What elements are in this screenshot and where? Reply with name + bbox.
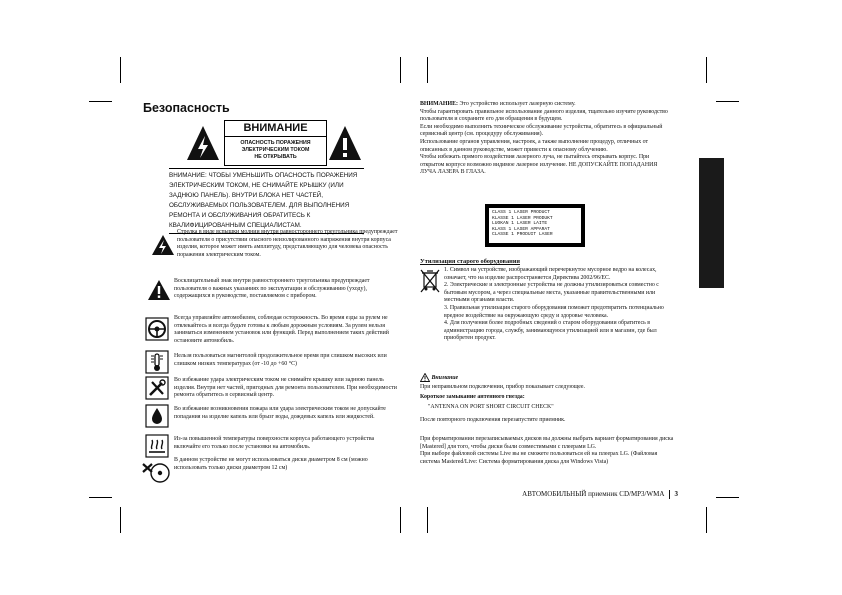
no-small-disc-icon [141,459,171,485]
caution-icon [420,373,430,382]
disposal-list [444,267,674,343]
lightning-triangle-icon [186,124,220,162]
safety-item-text: Нельзя пользоваться магнитолой продолжительное время при слишком высоких или слишком низких температурах (от -10 до +60 °C) [174,353,387,367]
laser-notice: ВНИМАНИЕ: Это устройство использует лазерную систему. Чтобы гарантировать правильное использование данного изделия, тщательно изучите руководство пользователя и сохраните его для обращения в будущем. Если необходимо выполнить техническое обслуживание устройства, обратитесь в официальный сервисный центр (см. процедуру обслуживания). Использование органов управления, настроек, а также выполнение процедур, отличных от описанных в данном руководстве, может привести к опасному облучению. Чтобы избежать прямого воздействия лазерного луча, не пытайтесь открывать корпус. При открытом корпусе возможно видимое лазерное излучение. НЕ ДОПУСКАЙТЕ ПОПАДАНИЯ ЛУЧА ЛАЗЕРА В ГЛАЗА. [420,101,668,176]
safety-item-text: Всегда управляйте автомобилем, соблюдая осторожность. Во время езды за рулем не отвлекайтесь и всегда будьте готовы к любым дорожным условиям. За рулем нельзя заниматься изменением установок или функций. Перед выполнением таких действий остановите автомобиль. [174,315,389,344]
water-drop-icon [145,404,169,428]
exclamation-triangle-icon [328,124,362,162]
section-tab [699,158,724,288]
safety-item-text: Из-за повышенной температуры поверхности корпуса работающего устройства включайте его только после установки на автомобиль. [174,436,375,450]
tools-icon [145,376,169,400]
hot-surface-icon [145,434,169,458]
safety-item-text: Восклицательный знак внутри равностороннего треугольника предупреждает пользователя о важных указаниях по эксплуатации и обслуживанию (уходу), содержащихся в руководстве, поставляемом с прибором. [174,278,370,300]
crossed-bin-icon [419,268,441,294]
list-item: 1. Символ на устройстве, изображающий перечеркнутое мусорное ведро на колесах, означает, что на изделие распространяется Директива 2002/96/ЕС. [444,267,657,281]
exclamation-triangle-icon [147,279,171,301]
format-notes: При форматировании перезаписываемых дисков вы должны выбрать вариант форматирования диска [Mastered] для того, чтобы диски были совместимыми с плеерами LG. При выборе файловой системы Live вы не сможете пользоваться ей на плеерах LG. (Файловая система Mastered/Live: Система форматирования диска для Windows Vista) [420,436,674,465]
list-item: 3. Правильная утилизация старого оборудования поможет предотвратить потенциально вредное воздействие на окружающую среду и здоровье человека. [444,304,664,319]
lightning-triangle-icon [151,234,175,256]
laser-class-label: CLASS 1 LASER PRODUCT KLASSE 1 LASER PRODUKT LUOKAN 1 LASER LAITE KLASS 1 LASER APPARAT CLASSE 1 PRODUIT LASER [485,204,585,247]
page-footer [500,490,678,499]
shock-warning-box: ВНИМАНИЕ ОПАСНОСТЬ ПОРАЖЕНИЯ ЭЛЕКТРИЧЕСКИМ ТОКОМ НЕ ОТКРЫВАТЬ [224,120,327,166]
caution-block: Внимание При неправильном подключении, прибор показывает следующее. Короткое замыкание антенного гнезда: "ANTENNA ON PORT SHORT CIRCUIT CHECK" После повторного подключения перезапустите приемник. [420,374,585,424]
safety-item-text: Во избежание удара электрическим током не снимайте крышку или заднюю панель изделия. Внутри нет частей, пригодных для ремонта пользователем. При необходимости ремонта обратитесь в сервисный центр. [174,377,397,399]
page-number: 3 [674,490,678,499]
steering-wheel-icon [145,317,169,341]
safety-item-text: В данном устройстве не могут использоваться диски диаметром 8 см (можно использовать только диски диаметром 12 см) [174,457,368,471]
thermometer-icon [145,350,169,374]
list-item: 4. Для получения более подробных сведений о старом оборудовании обратитесь в администрацию города, службу, занимающуюся утилизацией или в магазин, где был приобретен продукт. [444,320,657,342]
page-title: Безопасность [143,101,230,115]
main-warning-text: ВНИМАНИЕ: ЧТОБЫ УМЕНЬШИТЬ ОПАСНОСТЬ ПОРАЖЕНИЯ ЭЛЕКТРИЧЕСКИМ ТОКОМ, НЕ СНИМАЙТЕ КРЫШКУ (ИЛИ ЗАДНЮЮ ПАНЕЛЬ). ВНУТРИ БЛОКА НЕТ ЧАСТЕЙ, ОБСЛУЖИВАЕМЫХ ПОЛЬЗОВАТЕЛЕМ. ДЛЯ ВЫПОЛНЕНИЯ РЕМОНТА И ОБСЛУЖИВАНИЯ ОБРАТИТЕСЬ К КВАЛИФИЦИРОВАННЫМ СПЕЦИАЛИСТАМ. [169,168,364,234]
list-item: 2. Электрические и электронные устройства не должны утилизироваться совместно с бытовым мусором, а через специальные места, указанные правительственными или местными органами власти. [444,282,659,304]
safety-item-text: Во избежание возникновения пожара или удара электрическим током не допускайте попадания на изделие капель или брызг воды, дождевых капель или жидкостей. [174,406,386,420]
footer-text: АВТОМОБИЛЬНЫЙ приемник CD/MP3/WMA [522,490,664,499]
safety-item-text: Стрелка в виде вспышки молнии внутри равностороннего треугольника предупреждает пользователя о присутствии опасного неизолированного напряжения внутри корпуса изделия, которое может иметь амплитуду, представляющую для человека опасность поражения электрическим током. [177,229,398,258]
disposal-title: Утилизация старого оборудования [420,258,520,265]
warning-heading: ВНИМАНИЕ [225,121,326,137]
